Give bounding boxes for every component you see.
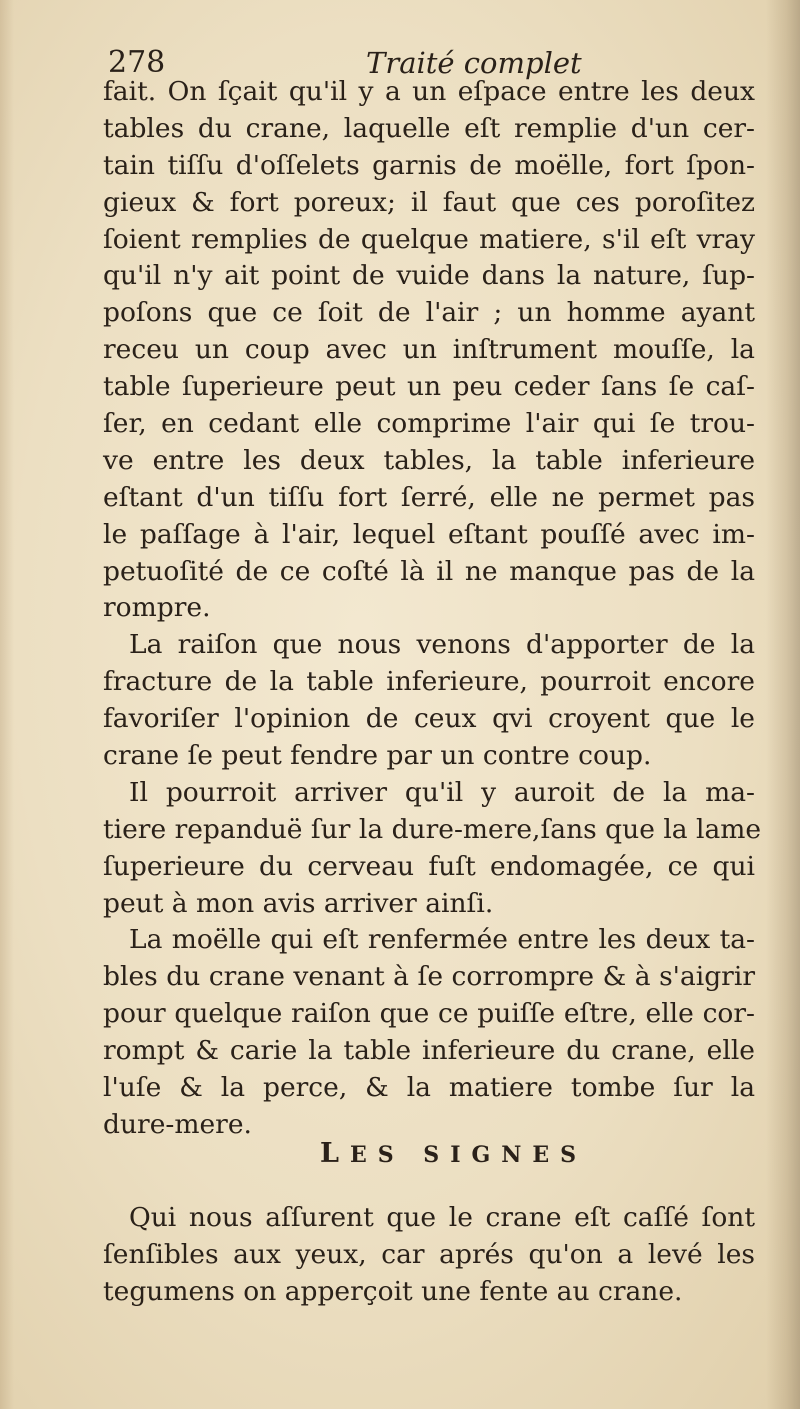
- text-line: crane ſe peut fendre par un contre coup.: [103, 740, 652, 772]
- text-line: peut à mon avis arriver ainſi.: [103, 887, 494, 919]
- text-line: ſenſibles aux yeux, car aprés qu'on a levé les: [103, 1238, 755, 1270]
- text-line: La moëlle qui eſt renfermée entre les deux ta-: [129, 924, 755, 956]
- text-line: tegumens on apperçoit une fente au crane.: [103, 1275, 683, 1307]
- text-line: La raiſon que nous venons d'apporter de la: [129, 629, 755, 661]
- text-line: ſoient remplies de quelque matiere, s'il eſt vray: [103, 223, 755, 255]
- spine-shadow: [766, 0, 800, 1409]
- page-number: 278: [108, 45, 166, 80]
- text-line: bles du crane venant à ſe corrompre & à s'aigrir: [103, 961, 755, 993]
- section-heading-rest: ES SIGNES: [349, 1142, 588, 1168]
- section-text: [103, 1200, 755, 1311]
- text-line: tiere repanduë ſur la dure-mere,ſans que la lame: [103, 813, 762, 845]
- text-line: eſtant d'un tiſſu fort ſerré, elle ne permet pas: [103, 481, 755, 513]
- text-line: ſuperieure du cerveau fuſt endomagée, ce qui: [103, 850, 755, 882]
- text-line: ſer, en cedant elle comprime l'air qui ſe trou-: [103, 408, 755, 440]
- page-left-edge: [0, 0, 14, 1409]
- text-line: ve entre les deux tables, la table inferieure: [103, 444, 755, 476]
- section-heading: [320, 1136, 587, 1173]
- text-line: dure-mere.: [103, 1108, 252, 1140]
- text-line: tain tiſſu d'oſſelets garnis de moëlle, fort ſpon-: [103, 149, 755, 181]
- text-line: poſons que ce ſoit de l'air ; un homme ayant: [103, 297, 755, 329]
- main-text: [103, 74, 762, 1144]
- text-line: Il pourroit arriver qu'il y auroit de la ma-: [129, 776, 755, 808]
- text-line: receu un coup avec un inſtrument mouſſe, la: [103, 334, 755, 366]
- text-line: rompre.: [103, 592, 211, 624]
- text-line: l'uſe & la perce, & la matiere tombe ſur la: [103, 1072, 755, 1104]
- text-line: fracture de la table inferieure, pourroit encore: [103, 666, 755, 698]
- text-line: pour quelque raiſon que ce puiſſe eſtre, elle cor-: [103, 998, 755, 1030]
- text-line: gieux & fort poreux; il faut que ces poroſitez: [103, 186, 755, 218]
- text-line: Qui nous aſſurent que le crane eſt caſſé ſont: [129, 1202, 755, 1233]
- section-heading-initial: L: [320, 1138, 350, 1169]
- text-line: table ſuperieure peut un peu ceder ſans ſe caſ-: [103, 371, 755, 403]
- running-title: Traité complet: [366, 46, 582, 80]
- text-line: qu'il n'y ait point de vuide dans la nature, ſup-: [103, 260, 755, 292]
- text-line: petuoſité de ce coſté là il ne manque pas de la: [103, 555, 755, 587]
- text-line: favoriſer l'opinion de ceux qvi croyent que le: [103, 703, 755, 735]
- text-line: tables du crane, laquelle eſt remplie d'un cer-: [103, 112, 755, 144]
- text-line: le paſſage à l'air, lequel eſtant pouſſé avec im-: [103, 518, 755, 550]
- text-line: rompt & carie la table inferieure du crane, elle: [103, 1035, 755, 1067]
- text-line: fait. On ſçait qu'il y a un eſpace entre les deux: [103, 76, 755, 107]
